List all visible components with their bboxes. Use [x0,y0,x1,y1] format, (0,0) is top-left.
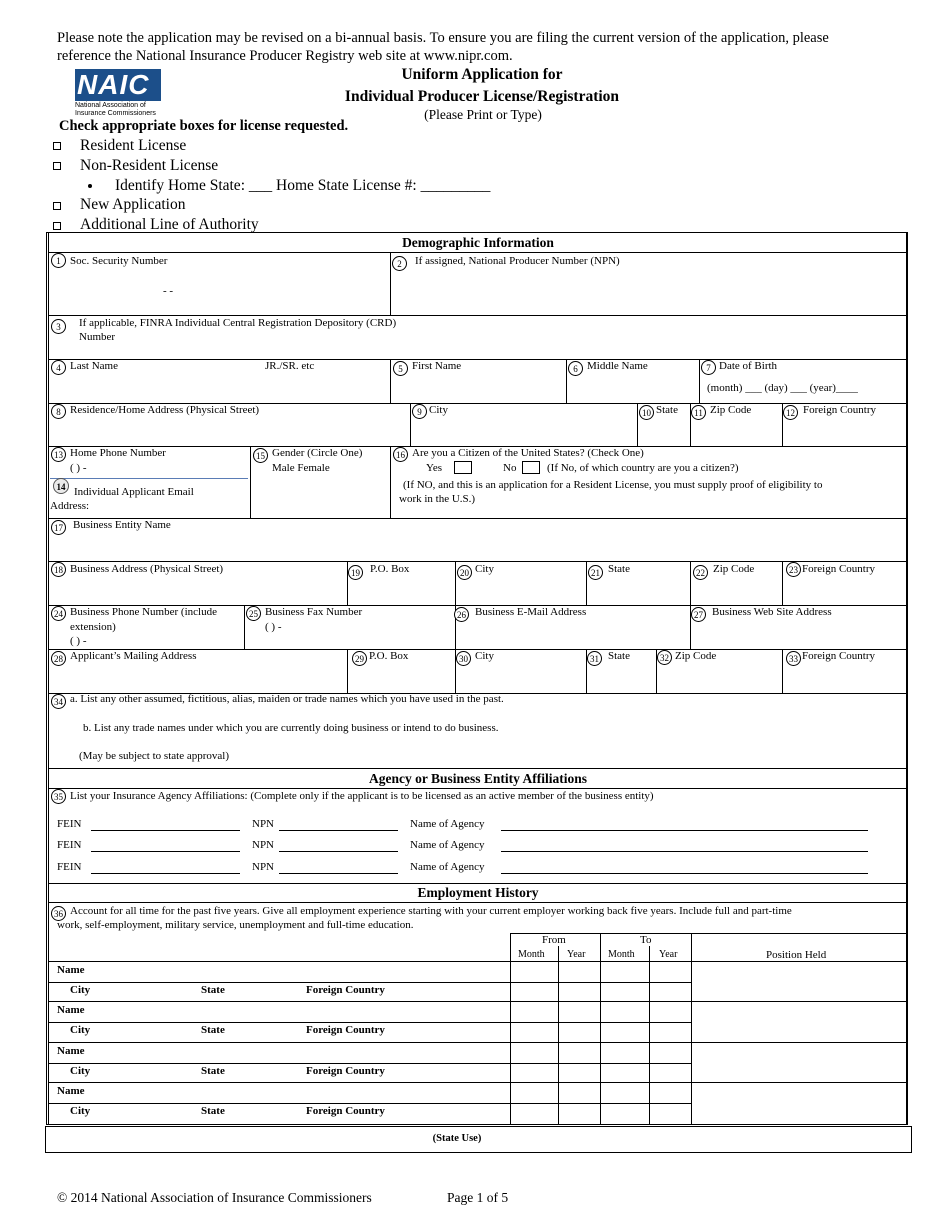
additional-loa-checkbox[interactable] [53,222,61,230]
last-name-input[interactable] [50,375,390,401]
email-label-1: Individual Applicant Email [74,486,194,498]
field-number: 10 [639,405,654,420]
license-heading: Check appropriate boxes for license requested. [59,118,349,134]
emp-city-label: City [70,984,91,996]
citizen-note-2: work in the U.S.) [399,493,476,505]
emp-name-label: Name [57,1004,85,1016]
fein-input[interactable] [91,830,240,831]
field-number: 12 [783,405,798,420]
new-application-label: New Application [80,196,186,213]
field-number: 11 [691,405,706,420]
alias-b-label: b. List any trade names under which you are currently doing business or intend to do business. [83,722,499,734]
res-foreign-label: Foreign Country [803,404,877,416]
mailing-city-label: City [475,650,494,662]
res-address-label: Residence/Home Address (Physical Street) [70,404,260,416]
field-number: 14 [53,478,69,494]
email-label-2: Address: [50,500,90,512]
title-line-2: Individual Producer License/Registration [344,88,620,105]
field-number: 18 [51,562,66,577]
state-use-label: (State Use) [432,1133,482,1144]
emp-state-label: State [201,1024,225,1036]
biz-email-label: Business E-Mail Address [475,606,587,618]
to-year-label: Year [659,949,678,960]
field-number: 19 [348,565,363,580]
first-name-input[interactable] [392,375,564,401]
biz-phone-label-1: Business Phone Number (include [70,606,217,618]
field-number: 35 [51,789,66,804]
biz-po-input[interactable] [349,580,453,604]
emp-state-label: State [201,1105,225,1117]
last-name-label: Last Name [70,360,118,372]
mailing-state-input[interactable] [588,666,654,692]
suffix-label: JR./SR. etc [265,360,315,372]
field-number: 2 [392,256,407,271]
agency-instructions: List your Insurance Agency Affiliations: (Complete only if the applicant is to be licensed as an active member of the business entity) [70,790,654,802]
agency-name-label: Name of Agency [410,861,485,873]
home-phone-label: Home Phone Number [70,447,166,459]
citizen-country-question: (If No, of which country are you a citizen?) [547,462,739,474]
citizen-note-1: (If NO, and this is an application for a Resident License, you must supply proof of eligibility to [403,479,823,491]
emp-city-label: City [70,1024,91,1036]
field-number: 5 [393,361,408,376]
fein-input[interactable] [91,873,240,874]
field-number: 33 [786,651,801,666]
dob-label: Date of Birth [719,360,778,372]
footer-copyright: © 2014 National Association of Insurance Commissioners [57,1190,372,1205]
agency-name-input[interactable] [501,851,868,852]
field-number: 25 [246,606,261,621]
logo-sub-2: Insurance Commissioners [75,110,156,117]
field-number: 8 [51,404,66,419]
mailing-input[interactable] [50,666,346,692]
biz-fax-format[interactable]: ( ) - [265,621,282,633]
non-resident-label: Non-Resident License [80,157,219,174]
field-number: 28 [51,651,66,666]
field-number: 7 [701,360,716,375]
biz-phone-label-2: extension) [70,621,116,633]
res-address-input[interactable] [50,420,408,444]
employment-instructions-1: Account for all time for the past five years. Give all employment experience starting with your current employer working back five years. Include full and part-time [70,905,792,917]
gender-options[interactable]: Male Female [272,462,330,474]
field-number: 15 [253,448,268,463]
additional-loa-label: Additional Line of Authority [80,216,259,233]
position-held-label: Position Held [766,949,827,961]
res-state-input[interactable] [639,420,689,444]
npn-label: NPN [252,861,275,873]
demographic-header: Demographic Information [402,235,554,250]
field-number: 6 [568,361,583,376]
field-number: 23 [786,562,801,577]
agency-name-label: Name of Agency [410,839,485,851]
emp-foreign-label: Foreign Country [306,984,385,996]
footer-page: Page 1 of 5 [447,1190,509,1205]
field-number: 16 [393,447,408,462]
biz-po-label: P.O. Box [370,563,410,575]
biz-city-input[interactable] [457,580,585,604]
mailing-label: Applicant’s Mailing Address [70,650,197,662]
agency-name-input[interactable] [501,830,868,831]
field-number: 32 [657,650,672,665]
emp-name-label: Name [57,1085,85,1097]
fein-label: FEIN [57,861,82,873]
crd-label-1: If applicable, FINRA Individual Central Registration Depository (CRD) [79,317,397,329]
citizen-label: Are you a Citizen of the United States? (Check One) [412,447,644,459]
emp-name-label: Name [57,1045,85,1057]
dob-format[interactable]: (month) ___ (day) ___ (year)____ [707,382,858,394]
field-number: 17 [51,520,66,535]
biz-foreign-input[interactable] [784,580,904,604]
res-state-label: State [656,404,678,416]
field-number: 34 [51,694,66,709]
home-state-line: Identify Home State: ___ Home State License #: _________ [115,177,491,194]
biz-zip-label: Zip Code [713,563,755,575]
field-number: 13 [51,447,66,462]
field-number: 31 [587,651,602,666]
emp-state-label: State [201,1065,225,1077]
fein-label: FEIN [57,818,82,830]
res-zip-input[interactable] [692,420,780,444]
title-line-1: Uniform Application for [401,66,563,83]
citizen-no-label: No [503,462,517,474]
emp-foreign-label: Foreign Country [306,1105,385,1117]
logo-sub-1: National Association of [75,102,146,109]
resident-label: Resident License [80,137,187,154]
from-year-label: Year [567,949,586,960]
biz-zip-input[interactable] [692,580,780,604]
mailing-po-input[interactable] [349,666,453,692]
mailing-foreign-label: Foreign Country [802,650,876,662]
npn-input[interactable] [392,272,904,314]
biz-web-input[interactable] [692,622,904,648]
biz-address-input[interactable] [50,578,346,604]
mailing-zip-label: Zip Code [675,650,717,662]
agency-name-label: Name of Agency [410,818,485,830]
biz-email-input[interactable] [457,622,689,648]
field-number: 4 [51,360,66,375]
ssn-label: Soc. Security Number [70,255,168,267]
middle-name-label: Middle Name [587,360,648,372]
non-resident-checkbox[interactable] [53,162,61,170]
biz-foreign-label: Foreign Country [802,563,876,575]
res-city-label: City [429,404,448,416]
alias-note: (May be subject to state approval) [79,750,229,762]
citizen-yes-checkbox[interactable] [454,461,472,474]
logo-text: NAIC [77,69,150,100]
mailing-zip-input[interactable] [658,666,780,692]
field-number: 29 [352,651,367,666]
npn-label: NPN [252,839,275,851]
npn-input[interactable] [279,830,398,831]
field-number: 27 [691,607,706,622]
field-number: 26 [454,607,469,622]
crd-label-2: Number [79,331,116,343]
emp-city-label: City [70,1065,91,1077]
npn-input[interactable] [279,873,398,874]
field-number: 24 [51,606,66,621]
employment-instructions-2: work, self-employment, military service, unemployment and full-time education. [57,919,414,931]
biz-address-label: Business Address (Physical Street) [70,563,224,575]
from-month-label: Month [518,949,545,960]
biz-city-label: City [475,563,494,575]
alias-a-label: a. List any other assumed, fictitious, alias, maiden or trade names which you have used in the past. [70,693,504,705]
field-number: 30 [456,651,471,666]
biz-phone-format[interactable]: ( ) - [70,635,87,647]
npn-label: NPN [252,818,275,830]
home-phone-format[interactable]: ( ) - [70,462,87,474]
agency-header: Agency or Business Entity Affiliations [368,771,588,786]
emp-foreign-label: Foreign Country [306,1024,385,1036]
notice-line-2: reference the National Insurance Producer Registry web site at www.nipr.com. [57,48,513,64]
biz-fax-label: Business Fax Number [265,606,363,618]
ssn-format: - - [163,285,174,297]
mailing-state-label: State [608,650,630,662]
npn-label: If assigned, National Producer Number (NPN) [415,255,620,267]
mailing-po-label: P.O. Box [369,650,409,662]
biz-web-label: Business Web Site Address [712,606,832,618]
res-city-input[interactable] [412,420,636,444]
gender-label: Gender (Circle One) [272,447,363,459]
mailing-city-input[interactable] [457,666,585,692]
notice-line-1: Please note the application may be revised on a bi-annual basis. To ensure you are filing the current version of the application, please [57,30,829,46]
to-month-label: Month [608,949,635,960]
field-number: 21 [588,565,603,580]
employment-header: Employment History [417,885,539,900]
fein-input[interactable] [91,851,240,852]
new-application-checkbox[interactable] [53,202,61,210]
res-zip-label: Zip Code [710,404,752,416]
field-number: 22 [693,565,708,580]
field-number: 1 [51,253,66,268]
ssn-input[interactable] [50,270,388,314]
emp-state-label: State [201,984,225,996]
field-number: 9 [412,404,427,419]
field-number: 36 [51,906,66,921]
emp-name-label: Name [57,964,85,976]
resident-checkbox[interactable] [53,142,61,150]
biz-state-input[interactable] [588,580,688,604]
citizen-yes-label: Yes [426,462,443,474]
mailing-foreign-input[interactable] [784,666,904,692]
agency-name-input[interactable] [501,873,868,874]
biz-name-label: Business Entity Name [73,519,171,531]
emp-foreign-label: Foreign Country [306,1065,385,1077]
biz-state-label: State [608,563,630,575]
bullet [88,184,92,188]
middle-name-input[interactable] [568,375,698,401]
title-sub: (Please Print or Type) [424,107,542,122]
fein-label: FEIN [57,839,82,851]
res-foreign-input[interactable] [784,420,904,444]
field-number: 20 [457,565,472,580]
to-label: To [640,934,652,946]
crd-input[interactable] [450,320,904,356]
npn-input[interactable] [279,851,398,852]
biz-name-input[interactable] [50,535,904,560]
field-number: 3 [51,319,66,334]
from-label: From [542,934,566,946]
emp-city-label: City [70,1105,91,1117]
citizen-no-checkbox[interactable] [522,461,540,474]
first-name-label: First Name [412,360,462,372]
